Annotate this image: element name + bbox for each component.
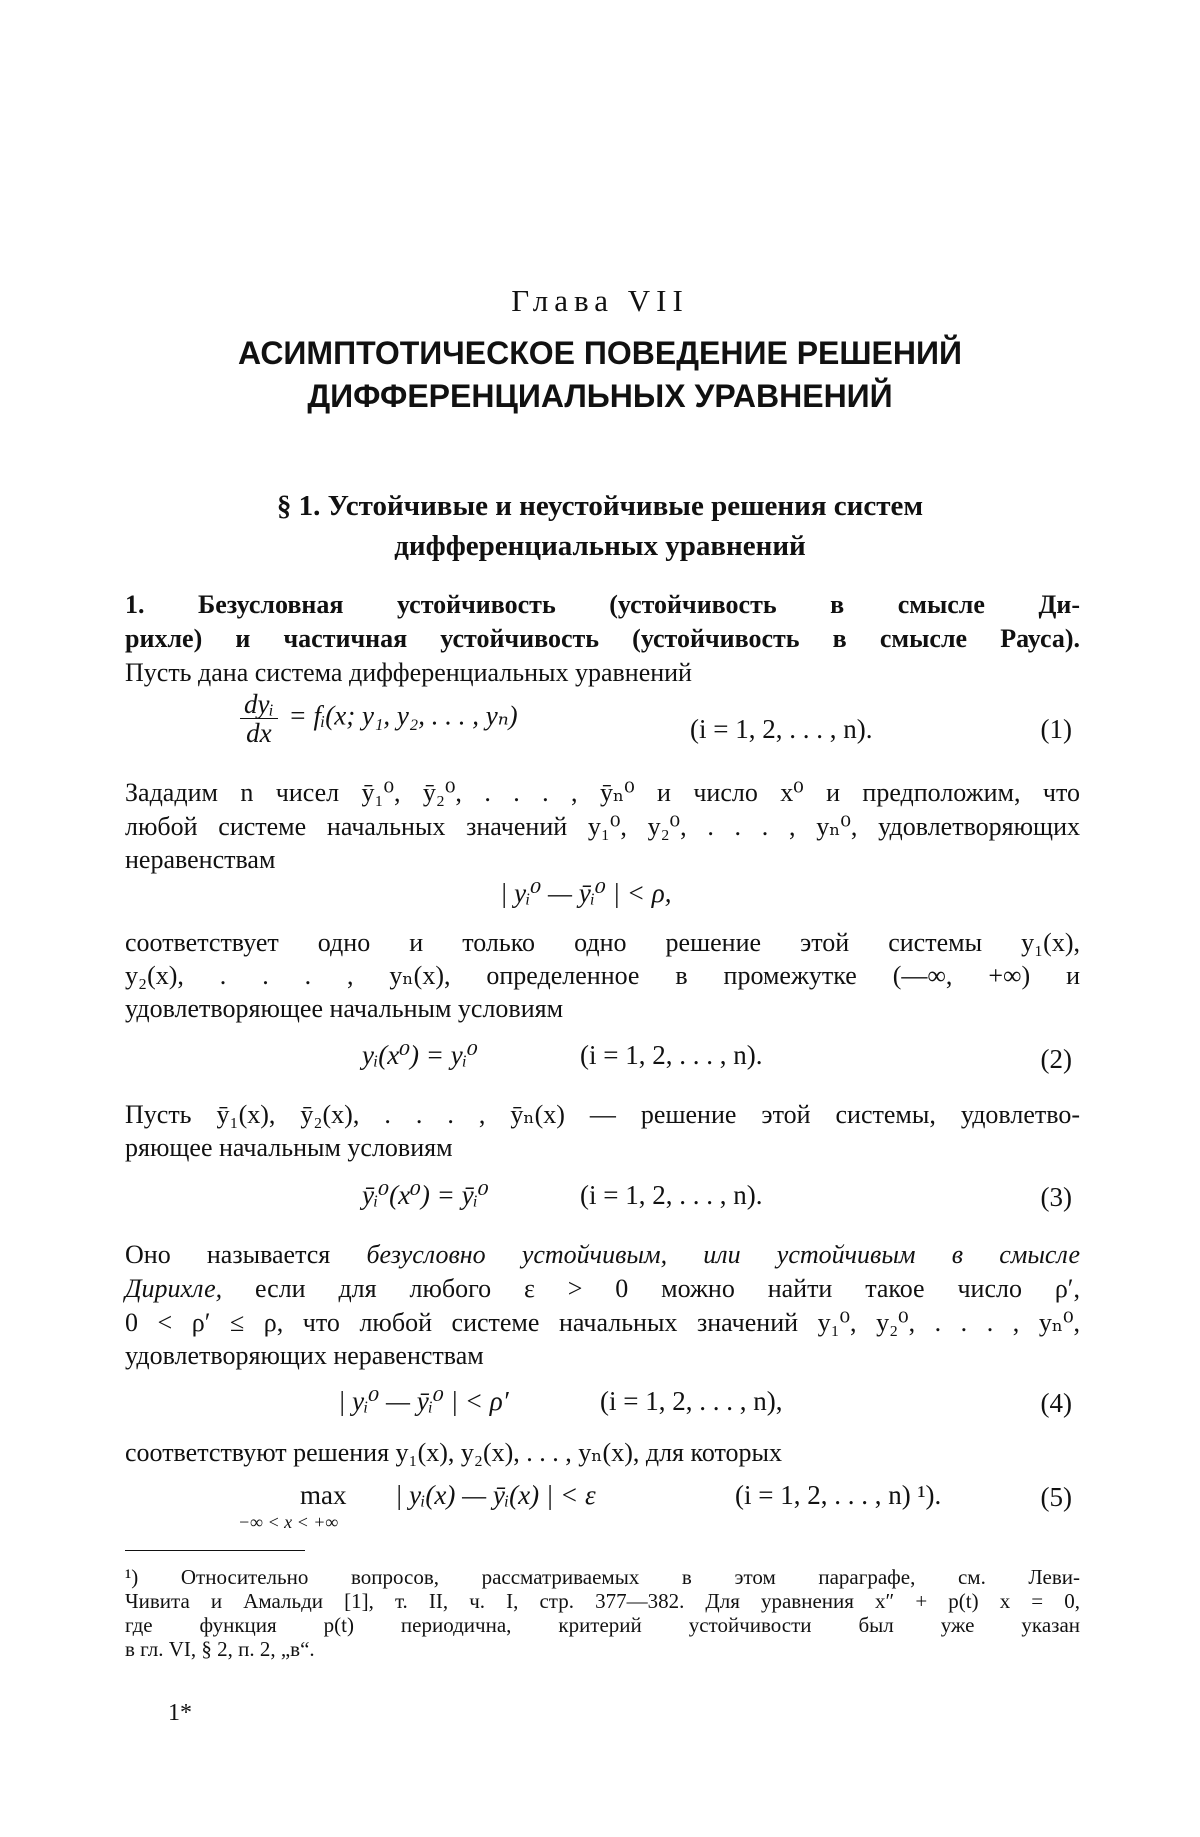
paragraph-4-line1	[125, 1240, 1080, 1270]
equation-1-label: (1)	[1040, 714, 1072, 744]
subsection-heading-line2: рихле) и частичная устойчивость (устойчивость в смысле Рауса).	[125, 624, 1080, 653]
equation-4-condition: (i = 1, 2, . . . , n),	[600, 1386, 783, 1416]
equation-3-label: (3)	[1040, 1182, 1072, 1212]
paragraph-1-line2: любой системе начальных значений y₁⁰, y₂⁰, . . . , yₙ⁰, удовлетворяющих	[125, 812, 1080, 841]
paragraph-4-line2	[125, 1274, 1080, 1304]
inequality-rho: | yᵢ⁰ — ȳᵢ⁰ | < ρ,	[500, 878, 672, 908]
definition-term-dirichlet: Дирихле,	[125, 1274, 223, 1303]
equation-5-range: −∞ < x < +∞	[238, 1512, 339, 1532]
paragraph-2-line3: удовлетворяющее начальным условиям	[125, 994, 564, 1023]
equation-2-label: (2)	[1040, 1044, 1072, 1074]
equation-5: | yᵢ(x) — ȳᵢ(x) | < ε	[395, 1480, 596, 1510]
chapter-title-line1: АСИМПТОТИЧЕСКОЕ ПОВЕДЕНИЕ РЕШЕНИЙ	[238, 335, 962, 371]
equation-2: yᵢ(x⁰) = yᵢ⁰	[362, 1040, 478, 1070]
paragraph-1-line1: Зададим n чисел ȳ₁⁰, ȳ₂⁰, . . . , ȳₙ⁰ и число x⁰ и предположим, что	[125, 778, 1080, 807]
paragraph-2-line1: соответствует одно и только одно решение этой системы y₁(x),	[125, 928, 1080, 957]
equation-1	[240, 690, 518, 747]
definition-term: безусловно устойчивым, или устойчивым в смысле	[366, 1240, 1080, 1269]
footnote-rule	[125, 1550, 305, 1551]
paragraph-4-line2-plain: если для любого ε > 0 можно найти такое число ρ′,	[222, 1274, 1080, 1303]
chapter-label: Глава VII	[511, 283, 689, 318]
signature-mark: 1*	[168, 1700, 192, 1726]
footnote-line3: где функция p(t) периодична, критерий устойчивости был уже указан	[125, 1613, 1080, 1637]
paragraph-3-line1: Пусть ȳ₁(x), ȳ₂(x), . . . , ȳₙ(x) — решение этой системы, удовлетво-	[125, 1100, 1080, 1129]
equation-5-label: (5)	[1040, 1482, 1072, 1512]
paragraph-4-line3: 0 < ρ′ ≤ ρ, что любой системе начальных значений y₁⁰, y₂⁰, . . . , yₙ⁰,	[125, 1308, 1080, 1337]
equation-5-max: max	[300, 1480, 347, 1510]
paragraph-4-line4: удовлетворяющих неравенствам	[125, 1341, 484, 1370]
paragraph-1-line3: неравенствам	[125, 845, 276, 874]
equation-5-condition: (i = 1, 2, . . . , n) ¹).	[735, 1480, 942, 1510]
equation-3-condition: (i = 1, 2, . . . , n).	[580, 1180, 763, 1210]
footnote-line4: в гл. VI, § 2, п. 2, „в“.	[125, 1637, 315, 1661]
chapter-title-line2: ДИФФЕРЕНЦИАЛЬНЫХ УРАВНЕНИЙ	[307, 378, 893, 414]
paragraph-3-line2: ряющее начальным условиям	[125, 1133, 453, 1162]
paragraph-4-line1-plain: Оно называется	[125, 1240, 367, 1269]
section-heading-line2: дифференциальных уравнений	[394, 530, 806, 562]
paragraph-2-line2: y₂(x), . . . , yₙ(x), определенное в промежутке (—∞, +∞) и	[125, 961, 1080, 990]
equation-2-condition: (i = 1, 2, . . . , n).	[580, 1040, 763, 1070]
equation-1-denominator: dx	[246, 718, 272, 748]
footnote-line1: ¹) Относительно вопросов, рассматриваемых в этом параграфе, см. Леви-	[125, 1565, 1080, 1589]
paragraph-5-line1: соответствуют решения y₁(x), y₂(x), . . . , yₙ(x), для которых	[125, 1438, 782, 1467]
equation-1-numerator: dyᵢ	[240, 690, 278, 719]
equation-4: | yᵢ⁰ — ȳᵢ⁰ | < ρ′	[338, 1386, 509, 1416]
equation-1-condition: (i = 1, 2, . . . , n).	[690, 714, 873, 744]
subsection-intro: Пусть дана система дифференциальных уравнений	[125, 658, 692, 687]
subsection-heading-line1: 1. Безусловная устойчивость (устойчивость в смысле Ди-	[125, 590, 1080, 619]
equation-3: ȳᵢ⁰(x⁰) = ȳᵢ⁰	[362, 1180, 489, 1210]
equation-4-label: (4)	[1040, 1388, 1072, 1418]
footnote-line2: Чивита и Амальди [1], т. II, ч. I, стр. 377—382. Для уравнения x″ + p(t) x = 0,	[125, 1589, 1080, 1613]
equation-1-rhs: = fᵢ(x; y₁, y₂, . . . , yₙ)	[288, 700, 518, 731]
section-heading-line1: § 1. Устойчивые и неустойчивые решения систем	[276, 490, 924, 522]
equation-1-fraction	[240, 690, 278, 747]
